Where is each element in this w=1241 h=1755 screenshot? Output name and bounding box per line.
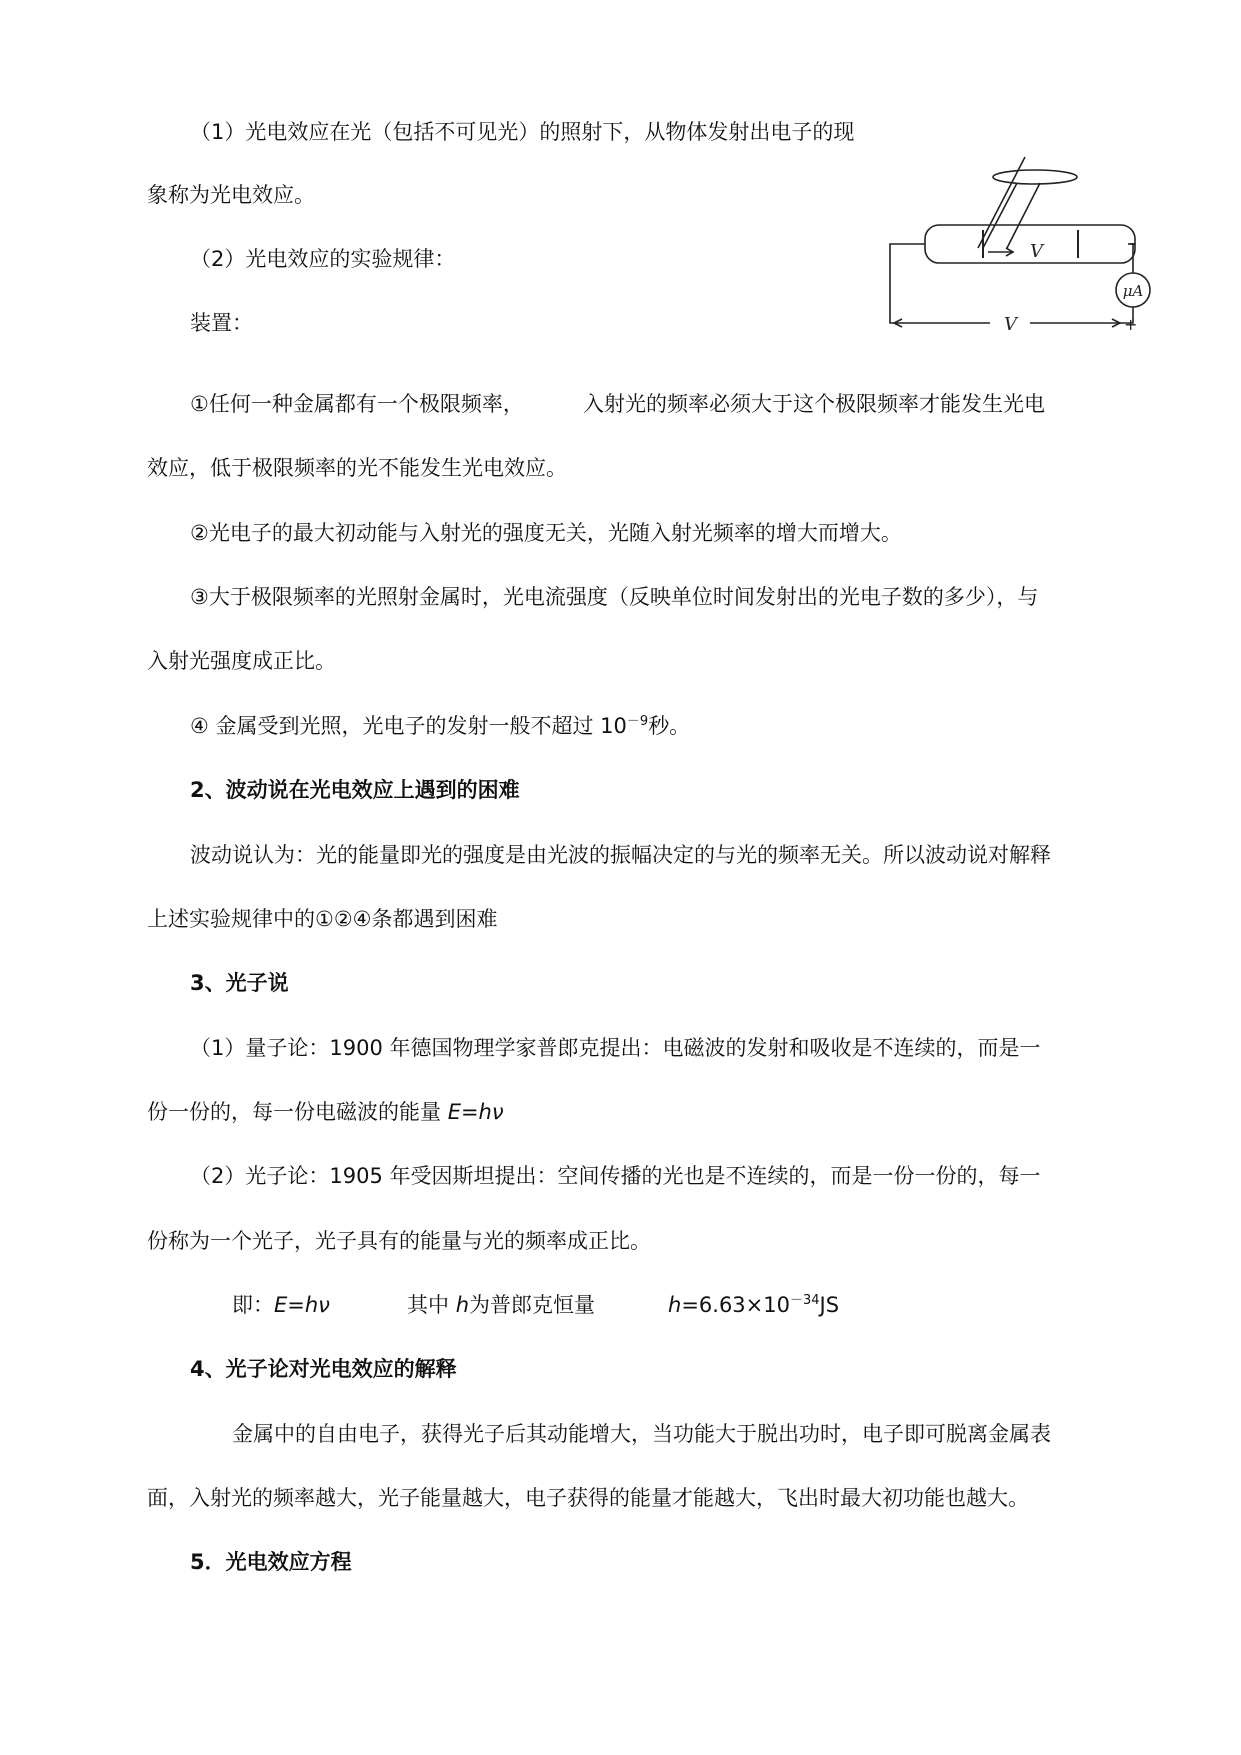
quantum-formula: E=hν (447, 1100, 504, 1124)
heading-5: 5．光电效应方程 (190, 1550, 352, 1574)
light-source-ring (993, 170, 1077, 184)
heading-4: 4、光子论对光电效应的解释 (190, 1357, 457, 1381)
quantum-line-2-text: 份一份的，每一份电磁波的能量 (147, 1100, 448, 1124)
planck-value: =6.63×10 (681, 1293, 790, 1317)
tube-velocity-label: V (1030, 241, 1043, 262)
planck-h-symbol: h (668, 1293, 682, 1317)
paragraph-1-line-1: （1）光电效应在光（包括不可见光）的照射下，从物体发射出电子的现 (190, 120, 855, 144)
rule-4-unit: 秒。 (648, 714, 691, 738)
paragraph-2: （2）光电效应的实验规律： (190, 247, 456, 271)
formula-ji: 即： (232, 1293, 274, 1317)
formula-e-hv: E=hν (274, 1293, 330, 1317)
rule-4-text: ④ 金属受到光照，光电子的发射一般不超过 10 (190, 714, 627, 738)
formula-qizhong: 其中 (407, 1293, 456, 1317)
photoelectric-apparatus-diagram (880, 150, 1170, 350)
rule-3-line-2: 入射光强度成正比。 (147, 649, 336, 673)
wave-line-2: 上述实验规律中的①②④条都遇到困难 (147, 907, 498, 931)
wire-left (890, 244, 925, 323)
quantum-line-1: （1）量子论：1900 年德国物理学家普郎克提出：电磁波的发射和吸收是不连续的，而是一 (190, 1036, 1041, 1060)
rule-3-line-1: ③大于极限频率的光照射金属时，光电流强度（反映单位时间发射出的光电子数的多少），与 (190, 585, 1039, 609)
formula-h-symbol: h (455, 1293, 469, 1317)
paragraph-1-line-2: 象称为光电效应。 (147, 183, 315, 207)
rule-1-line-2: 效应，低于极限频率的光不能发生光电效应。 (147, 456, 567, 480)
formula-constant-name: 为普郎克恒量 (469, 1293, 595, 1317)
explanation-line-2: 面，入射光的频率越大，光子能量越大，电子获得的能量才能越大，飞出时最大初功能也越大。 (147, 1486, 1029, 1510)
light-ray-1 (978, 157, 1025, 248)
formula-description (407, 1290, 595, 1320)
explanation-line-1: 金属中的自由电子，获得光子后其动能增大，当功能大于脱出功时，电子即可脱离金属表 (232, 1422, 1051, 1446)
wave-line-1: 波动说认为：光的能量即光的强度是由光波的振幅决定的与光的频率无关。所以波动说对解释 (190, 843, 1051, 867)
microammeter-label: μA (1122, 282, 1144, 300)
rule-2: ②光电子的最大初动能与入射光的强度无关，光随入射光频率的增大而增大。 (190, 521, 902, 545)
planck-unit: JS (819, 1293, 840, 1317)
photon-line-1: （2）光子论：1905 年受因斯坦提出：空间传播的光也是不连续的，而是一份一份的，每一 (190, 1164, 1041, 1188)
rule-4-exponent: －9 (626, 714, 649, 729)
quantum-line-2 (147, 1097, 504, 1127)
rule-1-line-1b: 入射光的频率必须大于这个极限频率才能发生光电 (583, 392, 1045, 416)
rule-4 (190, 711, 690, 741)
planck-constant-value (668, 1290, 839, 1320)
heading-2: 2、波动说在光电效应上遇到的困难 (190, 778, 520, 802)
positive-terminal-label: + (1124, 315, 1138, 334)
formula-label (232, 1290, 330, 1320)
bottom-voltage-label: V (1004, 314, 1017, 335)
device-label: 装置： (190, 311, 253, 335)
photon-line-2: 份称为一个光子，光子具有的能量与光的频率成正比。 (147, 1229, 651, 1253)
heading-3: 3、光子说 (190, 971, 289, 995)
rule-1-line-1a: ①任何一种金属都有一个极限频率， (190, 392, 524, 416)
planck-exponent: －34 (789, 1293, 820, 1308)
